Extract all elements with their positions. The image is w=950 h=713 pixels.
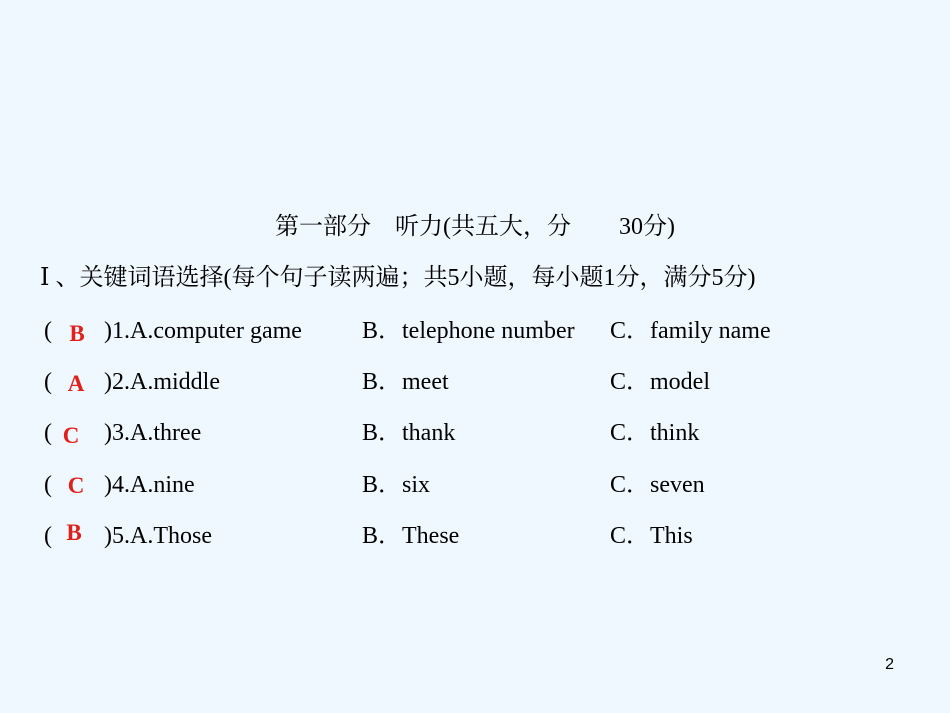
question-2-option-b: B．meet	[362, 369, 449, 395]
question-4-option-b: B．six	[362, 472, 431, 498]
question-3-option-b: B．thank	[362, 420, 456, 446]
question-3-option-c: C．think	[610, 420, 700, 446]
question-2-option-c: C．model	[610, 369, 710, 395]
open-paren: (	[44, 420, 52, 446]
page-number: 2	[885, 656, 894, 673]
question-4-option-c: C．seven	[610, 472, 705, 498]
question-row-4	[44, 469, 924, 501]
question-3-option-a: )3.A.three	[104, 420, 202, 446]
part-title: 第一部分 听力(共五大，分 30分)	[275, 214, 675, 240]
question-2-option-a: )2.A.middle	[104, 369, 220, 395]
question-row-3	[44, 417, 924, 449]
answer-5: B	[66, 520, 82, 545]
open-paren: (	[44, 523, 52, 549]
question-5-option-b: B．These	[362, 523, 460, 549]
answer-2: A	[67, 371, 85, 396]
question-row-2	[44, 366, 924, 398]
question-1-option-a: )1.A.computer game	[104, 318, 302, 344]
answer-4: C	[67, 473, 85, 498]
question-row-5	[44, 520, 924, 552]
question-1-option-b: B．telephone number	[362, 318, 575, 344]
open-paren: (	[44, 318, 52, 344]
answer-3: C	[62, 423, 80, 448]
question-5-option-a: )5.A.Those	[104, 523, 212, 549]
open-paren: (	[44, 472, 52, 498]
question-4-option-a: )4.A.nine	[104, 472, 195, 498]
open-paren: (	[44, 369, 52, 395]
question-5-option-c: C．This	[610, 523, 693, 549]
question-1-option-c: C．family name	[610, 318, 771, 344]
section-heading: Ⅰ 、关键词语选择(每个句子读两遍；共5小题，每小题1分，满分5分)	[40, 265, 756, 291]
answer-1: B	[69, 321, 85, 346]
question-row-1	[44, 315, 924, 347]
